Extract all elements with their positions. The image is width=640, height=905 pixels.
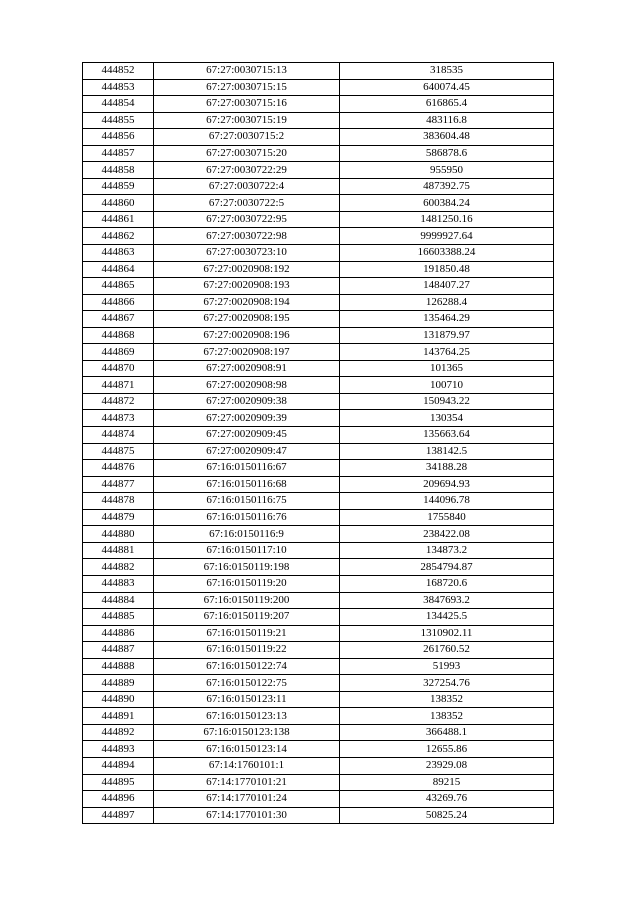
cadastral-value-cell: 130354	[340, 410, 554, 427]
row-number-cell: 444883	[83, 575, 154, 592]
cadastral-value-cell: 148407.27	[340, 278, 554, 295]
row-number-cell: 444858	[83, 162, 154, 179]
cadastral-value-cell: 1481250.16	[340, 211, 554, 228]
table-row	[83, 211, 554, 228]
row-number-cell: 444878	[83, 493, 154, 510]
table-row	[83, 427, 554, 444]
table-row	[83, 592, 554, 609]
table-row	[83, 774, 554, 791]
row-number-cell: 444854	[83, 96, 154, 113]
row-number-cell: 444881	[83, 542, 154, 559]
table-row	[83, 278, 554, 295]
cadastral-value-cell: 50825.24	[340, 807, 554, 824]
table-row	[83, 294, 554, 311]
cadastral-number-cell: 67:27:0030715:20	[154, 145, 340, 162]
cadastral-value-cell: 150943.22	[340, 393, 554, 410]
table-row	[83, 675, 554, 692]
table-row	[83, 162, 554, 179]
table-row	[83, 526, 554, 543]
table-row	[83, 807, 554, 824]
table-row	[83, 195, 554, 212]
table-row	[83, 261, 554, 278]
row-number-cell: 444889	[83, 675, 154, 692]
cadastral-value-cell: 383604.48	[340, 129, 554, 146]
cadastral-number-cell: 67:14:1760101:1	[154, 757, 340, 774]
row-number-cell: 444874	[83, 427, 154, 444]
cadastral-number-cell: 67:27:0020909:39	[154, 410, 340, 427]
table-row	[83, 460, 554, 477]
row-number-cell: 444893	[83, 741, 154, 758]
cadastral-number-cell: 67:16:0150123:13	[154, 708, 340, 725]
row-number-cell: 444879	[83, 509, 154, 526]
cadastral-value-cell: 101365	[340, 360, 554, 377]
cadastral-number-cell: 67:16:0150119:207	[154, 609, 340, 626]
cadastral-number-cell: 67:16:0150116:75	[154, 493, 340, 510]
row-number-cell: 444876	[83, 460, 154, 477]
table-row	[83, 178, 554, 195]
table-row	[83, 708, 554, 725]
cadastral-value-cell: 327254.76	[340, 675, 554, 692]
cadastral-value-cell: 238422.08	[340, 526, 554, 543]
row-number-cell: 444875	[83, 443, 154, 460]
row-number-cell: 444862	[83, 228, 154, 245]
row-number-cell: 444884	[83, 592, 154, 609]
cadastral-value-cell: 168720.6	[340, 575, 554, 592]
cadastral-value-cell: 51993	[340, 658, 554, 675]
row-number-cell: 444885	[83, 609, 154, 626]
cadastral-value-table	[82, 62, 554, 824]
table-row	[83, 311, 554, 328]
cadastral-number-cell: 67:14:1770101:30	[154, 807, 340, 824]
cadastral-number-cell: 67:27:0030722:29	[154, 162, 340, 179]
cadastral-value-cell: 600384.24	[340, 195, 554, 212]
row-number-cell: 444870	[83, 360, 154, 377]
row-number-cell: 444855	[83, 112, 154, 129]
table-row	[83, 542, 554, 559]
table-row	[83, 63, 554, 80]
cadastral-value-cell: 134425.5	[340, 609, 554, 626]
cadastral-number-cell: 67:14:1770101:21	[154, 774, 340, 791]
table-row	[83, 79, 554, 96]
table-row	[83, 493, 554, 510]
cadastral-number-cell: 67:16:0150116:67	[154, 460, 340, 477]
row-number-cell: 444864	[83, 261, 154, 278]
cadastral-value-cell: 43269.76	[340, 791, 554, 808]
cadastral-value-cell: 3847693.2	[340, 592, 554, 609]
cadastral-value-cell: 261760.52	[340, 642, 554, 659]
cadastral-value-cell: 135464.29	[340, 311, 554, 328]
table-body	[83, 63, 554, 824]
row-number-cell: 444894	[83, 757, 154, 774]
cadastral-number-cell: 67:16:0150116:76	[154, 509, 340, 526]
table-row	[83, 691, 554, 708]
cadastral-number-cell: 67:16:0150119:22	[154, 642, 340, 659]
cadastral-number-cell: 67:27:0020908:196	[154, 327, 340, 344]
cadastral-number-cell: 67:27:0020908:98	[154, 377, 340, 394]
row-number-cell: 444890	[83, 691, 154, 708]
table-row	[83, 741, 554, 758]
row-number-cell: 444865	[83, 278, 154, 295]
row-number-cell: 444860	[83, 195, 154, 212]
cadastral-value-cell: 34188.28	[340, 460, 554, 477]
row-number-cell: 444857	[83, 145, 154, 162]
cadastral-value-cell: 616865.4	[340, 96, 554, 113]
cadastral-value-cell: 191850.48	[340, 261, 554, 278]
table-row	[83, 443, 554, 460]
table-row	[83, 642, 554, 659]
cadastral-number-cell: 67:27:0030722:98	[154, 228, 340, 245]
table-row	[83, 112, 554, 129]
row-number-cell: 444873	[83, 410, 154, 427]
cadastral-value-cell: 144096.78	[340, 493, 554, 510]
cadastral-value-cell: 1310902.11	[340, 625, 554, 642]
cadastral-value-cell: 23929.08	[340, 757, 554, 774]
table-row	[83, 228, 554, 245]
cadastral-value-cell: 1755840	[340, 509, 554, 526]
cadastral-value-cell: 138352	[340, 708, 554, 725]
table-row	[83, 658, 554, 675]
cadastral-number-cell: 67:27:0020909:38	[154, 393, 340, 410]
cadastral-number-cell: 67:16:0150119:200	[154, 592, 340, 609]
cadastral-number-cell: 67:27:0020908:91	[154, 360, 340, 377]
cadastral-number-cell: 67:16:0150122:75	[154, 675, 340, 692]
cadastral-value-cell: 138352	[340, 691, 554, 708]
cadastral-value-cell: 135663.64	[340, 427, 554, 444]
row-number-cell: 444863	[83, 245, 154, 262]
cadastral-value-cell: 143764.25	[340, 344, 554, 361]
cadastral-number-cell: 67:16:0150123:11	[154, 691, 340, 708]
cadastral-number-cell: 67:27:0020909:47	[154, 443, 340, 460]
row-number-cell: 444896	[83, 791, 154, 808]
cadastral-value-cell: 955950	[340, 162, 554, 179]
row-number-cell: 444868	[83, 327, 154, 344]
cadastral-number-cell: 67:16:0150116:9	[154, 526, 340, 543]
table-row	[83, 476, 554, 493]
cadastral-number-cell: 67:16:0150123:138	[154, 724, 340, 741]
table-row	[83, 344, 554, 361]
table-row	[83, 559, 554, 576]
cadastral-number-cell: 67:27:0030715:2	[154, 129, 340, 146]
cadastral-number-cell: 67:27:0030715:16	[154, 96, 340, 113]
table-row	[83, 129, 554, 146]
cadastral-number-cell: 67:16:0150123:14	[154, 741, 340, 758]
row-number-cell: 444852	[83, 63, 154, 80]
cadastral-number-cell: 67:16:0150116:68	[154, 476, 340, 493]
row-number-cell: 444891	[83, 708, 154, 725]
cadastral-number-cell: 67:16:0150119:21	[154, 625, 340, 642]
table-row	[83, 724, 554, 741]
cadastral-value-cell: 640074.45	[340, 79, 554, 96]
cadastral-number-cell: 67:27:0030715:19	[154, 112, 340, 129]
row-number-cell: 444892	[83, 724, 154, 741]
cadastral-number-cell: 67:27:0020908:195	[154, 311, 340, 328]
table-row	[83, 377, 554, 394]
row-number-cell: 444880	[83, 526, 154, 543]
cadastral-value-cell: 209694.93	[340, 476, 554, 493]
cadastral-value-cell: 366488.1	[340, 724, 554, 741]
table-row	[83, 360, 554, 377]
row-number-cell: 444867	[83, 311, 154, 328]
cadastral-number-cell: 67:27:0030722:5	[154, 195, 340, 212]
cadastral-value-cell: 586878.6	[340, 145, 554, 162]
cadastral-number-cell: 67:27:0020908:197	[154, 344, 340, 361]
cadastral-value-cell: 100710	[340, 377, 554, 394]
row-number-cell: 444886	[83, 625, 154, 642]
row-number-cell: 444853	[83, 79, 154, 96]
cadastral-value-cell: 487392.75	[340, 178, 554, 195]
row-number-cell: 444895	[83, 774, 154, 791]
cadastral-value-cell: 9999927.64	[340, 228, 554, 245]
cadastral-number-cell: 67:16:0150119:198	[154, 559, 340, 576]
table-row	[83, 757, 554, 774]
row-number-cell: 444869	[83, 344, 154, 361]
table-row	[83, 625, 554, 642]
cadastral-number-cell: 67:27:0030723:10	[154, 245, 340, 262]
cadastral-value-cell: 12655.86	[340, 741, 554, 758]
cadastral-number-cell: 67:16:0150119:20	[154, 575, 340, 592]
row-number-cell: 444866	[83, 294, 154, 311]
cadastral-value-cell: 318535	[340, 63, 554, 80]
row-number-cell: 444859	[83, 178, 154, 195]
row-number-cell: 444882	[83, 559, 154, 576]
table-row	[83, 609, 554, 626]
cadastral-number-cell: 67:27:0030722:4	[154, 178, 340, 195]
row-number-cell: 444897	[83, 807, 154, 824]
cadastral-number-cell: 67:16:0150117:10	[154, 542, 340, 559]
cadastral-value-cell: 131879.97	[340, 327, 554, 344]
cadastral-number-cell: 67:14:1770101:24	[154, 791, 340, 808]
table-row	[83, 393, 554, 410]
cadastral-number-cell: 67:27:0030715:15	[154, 79, 340, 96]
row-number-cell: 444887	[83, 642, 154, 659]
cadastral-number-cell: 67:27:0020908:193	[154, 278, 340, 295]
cadastral-value-cell: 134873.2	[340, 542, 554, 559]
cadastral-number-cell: 67:27:0030722:95	[154, 211, 340, 228]
row-number-cell: 444888	[83, 658, 154, 675]
cadastral-value-cell: 483116.8	[340, 112, 554, 129]
table-row	[83, 145, 554, 162]
cadastral-value-cell: 138142.5	[340, 443, 554, 460]
row-number-cell: 444871	[83, 377, 154, 394]
row-number-cell: 444872	[83, 393, 154, 410]
cadastral-value-cell: 126288.4	[340, 294, 554, 311]
table-row	[83, 327, 554, 344]
row-number-cell: 444861	[83, 211, 154, 228]
cadastral-value-cell: 16603388.24	[340, 245, 554, 262]
table-row	[83, 509, 554, 526]
cadastral-value-cell: 2854794.87	[340, 559, 554, 576]
table-row	[83, 96, 554, 113]
table-row	[83, 410, 554, 427]
row-number-cell: 444856	[83, 129, 154, 146]
cadastral-number-cell: 67:16:0150122:74	[154, 658, 340, 675]
table-row	[83, 575, 554, 592]
table-row	[83, 791, 554, 808]
cadastral-number-cell: 67:27:0020908:192	[154, 261, 340, 278]
cadastral-number-cell: 67:27:0020908:194	[154, 294, 340, 311]
table-row	[83, 245, 554, 262]
row-number-cell: 444877	[83, 476, 154, 493]
cadastral-value-cell: 89215	[340, 774, 554, 791]
cadastral-number-cell: 67:27:0020909:45	[154, 427, 340, 444]
cadastral-number-cell: 67:27:0030715:13	[154, 63, 340, 80]
